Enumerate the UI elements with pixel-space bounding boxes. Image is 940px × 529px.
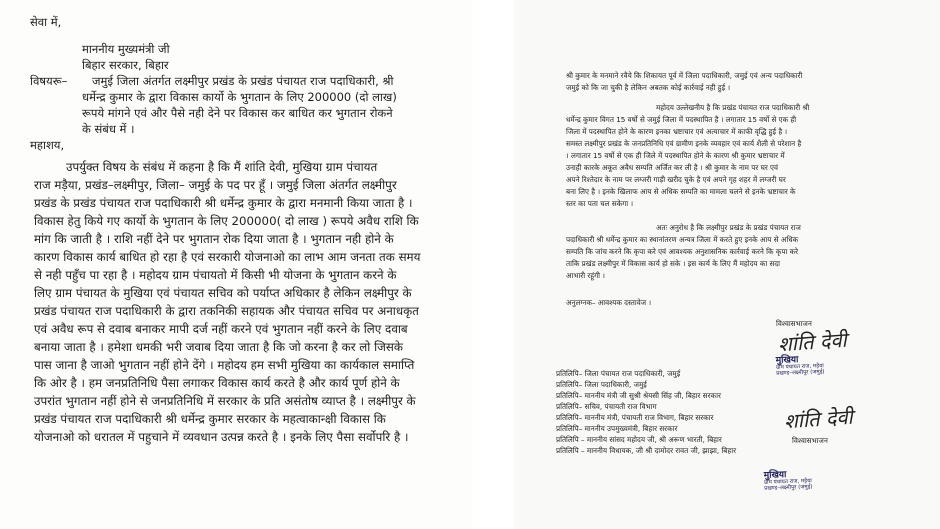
official-stamp [764,470,813,493]
body-line: कारण विकास कार्य बाधित हो रहा है एवं सरकारी योजनाओ का लाभ आम जनता तक समय [34,250,421,264]
subject-line-2: धर्मेन्द्र कुमार के द्वारा विकास कार्यो के भुगतान के लिए 200000 (दो लाख) [82,90,397,104]
official-stamp [776,355,825,378]
copy-to-line: प्रतिलिपि– जिला पदाधिकारी, जमुई [556,380,647,389]
body-line: जमुई को कि जा चुकी है लेकिन अबतक कोई कार्रवाई नही हुई । [566,83,731,92]
body-line: समस्त लक्ष्मीपुर प्रखंड के जनप्रतिनिधि एवं ग्रामीण इनके व्यवहार एवं कार्य शैली से परेशान है [566,139,802,148]
body-line: पदाधिकारी श्री धर्मेन्द्र कुमार का स्थानांतरण अन्यत्र जिला में करते हुए इनके आय से अधिक [566,235,799,244]
copy-to-line: प्रतिलिपि – माननीय सांसद महोदय जी, श्री अरूण भारती, बिहार [556,435,722,444]
body-line: राज मड़ैया, प्रखंड–लक्ष्मीपुर, जिला– जमुई के पद पर हूँ । जमुई जिला अंतर्गत लक्ष्मीपुर [34,178,397,192]
letter-page-2 [514,0,940,529]
body-line: लिए ग्राम पंचायत के मुखिया एवं पंचायत सचिव को पर्याप्त अधिकार है लेकिन लक्ष्मीपुर के [34,286,412,300]
body-line: मांग कि जाती है । राशि नहीं देने पर भुगतान रोक दिया जाता है । भुगतान नही होने के [34,232,394,246]
body-line: धर्मेन्द्र कुमार विगत 15 वर्षो से जमुई जिला में पदस्थापित है । लगातार 15 वर्षो से एक ही [566,115,797,124]
copy-to-line: प्रतिलिपि– माननीय उपमुख्यमंत्री, बिहार सरकार [556,424,678,433]
body-line: उपरांत भुगतान नहीं होने से जनप्रतिनिधि में सरकार के प्रति असंतोष व्याप्त है । लक्ष्मीपुर के [34,394,416,408]
subject-line-1: जमुई जिला अंतर्गत लक्ष्मीपुर प्रखंड के प्रखंड पंचायत राज पदाधिकारी, श्री [92,74,394,88]
body-line: पास जाना है जाओ भुगतान नहीं होने देंगे । महोदय हम सभी मुखिया का कार्यकाल समाप्ति [34,358,415,372]
copy-to-line: प्रतिलिपि– जिला पंचायत राज पदाधिकारी, जमुई [556,369,681,378]
stamp-line: ग्राम पंचायत राज, मड़ैया [763,478,812,487]
stamp-line: ग्राम पंचायत राज, मड़ैया [775,363,824,372]
body-line: एवं अवैध रूप से दवाब बनाकर मापी दर्ज नहीं करने एवं भुगतान नहीं करने के लिए दवाब [34,322,408,336]
stamp-title: मुखिया [775,355,799,366]
salutation-to: सेवा में, [30,15,62,29]
stamp-line: प्रखण्ड–लक्ष्मीपुर (जमुई) [764,484,813,493]
enclosure-note: अनुलग्नक– आवश्यक दस्तावेज । [566,298,652,307]
body-line: अतः अनुरोध है कि लक्ष्मीपुर प्रखंड के प्रखंड पंचायत राज [656,223,801,232]
page-gap [472,0,514,529]
body-line: उपर्युक्त विषय के संबंध में कहना है कि मैं शांति देवी, मुखिया ग्राम पंचायत [66,160,378,174]
body-line: स्तर का पता चल सकेगा । [566,199,634,208]
greeting: महाशय, [30,138,65,152]
copy-to-line: प्रतिलिपि– माननीय मंत्री, पंचायती राज विभाग, बिहार सरकार [556,413,714,422]
body-line: श्री कुमार के मनमाने रवैये कि शिकायत पूर्व में जिला पदाधिकारी, जमुई एवं अन्य पदाधिकारी [566,71,803,80]
body-line: प्रखंड के प्रखंड पंचायत राज पदाधिकारी श्री धर्मेन्द्र कुमार के द्वारा मनमानी किया जाता है । [34,196,413,210]
body-line: बनाया जाता है । हमेशा धमकी भरी जवाब दिया जाता है कि जो करना है कर लो जिसके [34,340,403,354]
body-line: कि ओर है । हम जनप्रतिनिधि पैसा लगाकर विकास कार्य करते है और कार्य पूर्ण होने के [34,376,400,390]
body-line: योजनाओ को धरातल में पहुचाने में व्यवधान उत्पन्न करते है । इनके लिए पैसा सर्वोपरि है । [34,430,409,444]
body-line: प्रखंड पंचायत राज पदाधिकारी के द्वारा तकनिकी सहायक और पंचायत सचिव पर अनाधकृत [34,304,419,318]
addressee-line-1: माननीय मुख्यमंत्री जी [82,42,170,56]
body-line: अपने रिश्तेदार के नाम पर लग्जरी गाड़ी खरीद चुके है एवं अपने गृह शहर में लग्जरी घर [566,175,786,184]
copy-to-line: प्रतिलिपि– सचिव, पंचायती राज विभाग [556,402,657,411]
body-line: से नही पहुँच पा रहा है । महोदय ग्राम पंचायतो में किसी भी योजना के भुगतान करने के [34,268,397,282]
body-line: उनाही कारके अकूत अवैध सम्पति अर्जित कर ली है । श्री कुमार के नाम पर घर एवं [566,163,779,172]
body-line: बना लिए है । इनके खिलाफ आय से अधिक सम्पति का मामला चलने से इनके भ्रष्टाचार के [566,187,796,196]
signature: शांति देवी [783,404,854,434]
sign-off-label: विश्वासभाजन [792,436,828,445]
copy-to-line: प्रतिलिपि – माननीय विधायक, जी श्री दामोदर रावत जी, झाझा, बिहार [556,446,737,455]
addressee-line-2: बिहार सरकार, बिहार [82,58,169,72]
body-line: विकास हेतु किये गए कार्यो के भुगतान के लिए 200000( दो लाख ) रूपये अवैध राशि कि [34,214,419,228]
body-line: प्रखंड पंचायत राज पदाधिकारी श्री धर्मेन्द्र कुमार सरकार के महत्वाकान्क्षी विकास कि [34,412,386,426]
body-line: । लगातार 15 वर्षो से एक ही जिले में पदस्थापित होने के कारण श्री कुमार भ्रष्टाचार में [566,151,785,160]
subject-label: विषयरू– [30,74,68,88]
subject-line-4: के संबंध में । [82,122,135,136]
signature: शांति देवी [777,327,848,357]
stamp-line: प्रखण्ड–लक्ष्मीपुर (जमुई) [776,369,825,378]
body-line: आभारी रहूंगी । [566,271,606,280]
body-line: महोदय उल्लेखनीय है कि प्रखंड पंचायत राज पदाधिकारी श्री [656,103,810,112]
stamp-title: मुखिया [763,470,787,481]
body-line: जिला में पदस्थापित होने के कारण इनका भ्रष्टाचार एवं अत्याचार में काफी वृद्धि हुई है । [566,127,788,136]
sign-off-label: विश्वासभाजन [776,319,812,328]
body-line: ताकि प्रखंड लक्ष्मीपुर में विकास कार्य हो सके । इस कार्य के लिए मैं महोदय का सदा [566,259,781,268]
body-line: सम्पति कि जांच करने कि कृपा करे एवं आवश्यक अनुशासनिक कार्रवाई करने कि कृपा करे [566,247,799,256]
copy-to-line: प्रतिलिपि– माननीय मंत्री जी सुश्री श्रेयसी सिंह जी, बिहार सरकार [556,391,721,400]
subject-line-3: रूपये मांगने एवं और पैसे नही देने पर विकास कर बाधित कर भुगतान रोकने [82,106,393,120]
